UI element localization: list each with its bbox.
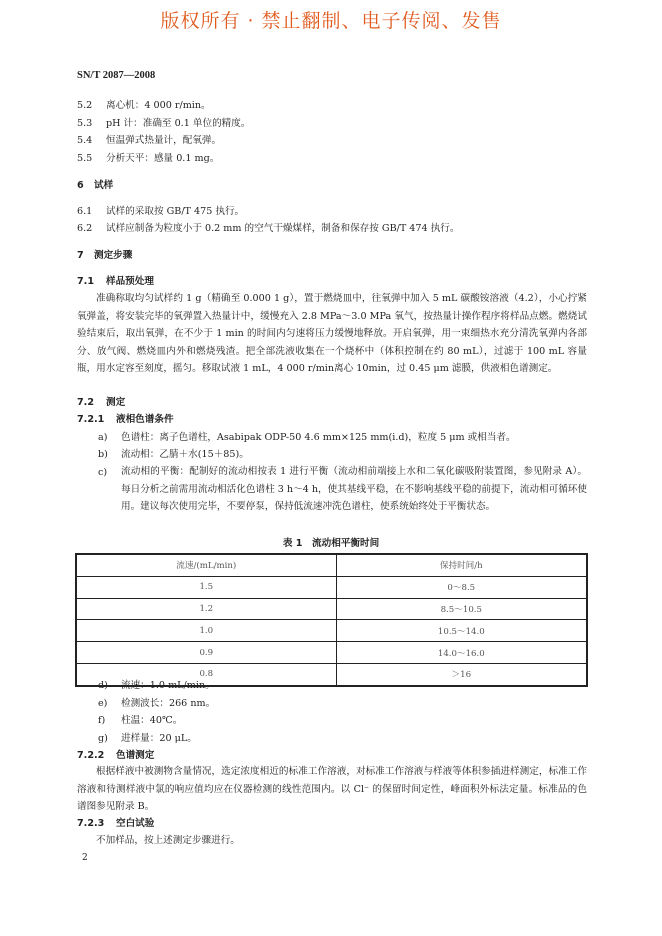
item-number: 5.2 xyxy=(77,100,93,111)
condition-d xyxy=(98,679,215,692)
list-text: 流速：1.0 mL/min。 xyxy=(121,680,215,691)
paragraph-7-2-3: 不加样品，按上述测定步骤进行。 xyxy=(96,835,240,846)
item-text: 试样应制备为粒度小于 0.2 mm 的空气干燥煤样，制备和保存按 GB/T 474 执行。 xyxy=(106,223,460,234)
table-cell: 1.5 xyxy=(76,576,336,598)
table-row xyxy=(76,642,587,664)
table-cell: 0.9 xyxy=(76,642,336,664)
table-row xyxy=(76,620,587,642)
item-6-2 xyxy=(77,222,459,235)
item-number: 5.3 xyxy=(77,118,93,129)
item-number: 5.5 xyxy=(77,153,93,164)
table-row xyxy=(76,598,587,620)
list-text: 色谱柱：离子色谱柱，Asabipak ODP-50 4.6 mm×125 mm(i.d)，粒度 5 μm 或相当者。 xyxy=(121,432,516,443)
section-number: 7.2.2 xyxy=(77,750,105,761)
table-cell: 0～8.5 xyxy=(336,576,587,598)
column-header: 保持时间/h xyxy=(336,554,587,576)
page-number: 2 xyxy=(82,853,88,863)
condition-f xyxy=(98,714,182,727)
condition-b xyxy=(98,448,249,461)
flow-rate-equilibrium-table xyxy=(75,553,588,687)
list-marker: b) xyxy=(98,449,108,460)
table-cell: 0.8 xyxy=(76,663,336,685)
item-number: 6.1 xyxy=(77,206,93,217)
section-7-2-heading xyxy=(77,396,125,409)
section-title: 测定步骤 xyxy=(94,250,133,261)
section-number: 7.2.3 xyxy=(77,818,105,829)
paragraph-7-2-2: 根据样液中被测物含量情况，选定浓度相近的标准工作溶液，对标准工作溶液与样液等体积参插进样测定，标准工作溶液和待测样液中氯的响应值均应在仪器检测的线性范围内。以 Cl⁻ 的保留时间定性，峰面积外标法定量。标准品的色谱图参见附录 B。 xyxy=(77,766,587,812)
section-title: 试样 xyxy=(94,180,114,191)
section-title: 测定 xyxy=(106,397,126,408)
list-text: 流动相：乙腈＋水(15＋85)。 xyxy=(121,449,249,460)
item-5-3 xyxy=(77,117,250,130)
column-header: 流速/(mL/min) xyxy=(76,554,336,576)
section-number: 7.2 xyxy=(77,397,94,408)
list-text: 进样量：20 μL。 xyxy=(121,733,197,744)
table-cell: 10.5～14.0 xyxy=(336,620,587,642)
condition-c-text: 流动相的平衡：配制好的流动相按表 1 进行平衡（流动相前端接上水和二氧化碳吸附装置图，参见附录 A）。每日分析之前需用流动相活化色谱柱 3 h～4 h，使其基线平稳，在不影响基线平稳的前提下，流动相可循环使用。建议每次使用完毕，不要停泵，保持低流速冲洗色谱柱，使系统始终处于平衡状态。 xyxy=(121,466,587,512)
section-6-heading xyxy=(77,179,113,192)
section-title: 色谱测定 xyxy=(116,750,155,761)
list-text: 柱温：40℃。 xyxy=(121,715,183,726)
item-number: 6.2 xyxy=(77,223,93,234)
table-cell: ＞16 xyxy=(336,663,587,685)
section-7-2-3-heading xyxy=(77,817,154,830)
condition-g xyxy=(98,732,197,745)
section-number: 6 xyxy=(77,180,84,191)
paragraph-7-1: 准确称取均匀试样约 1 g（精确至 0.000 1 g），置于燃烧皿中，往氧弹中加入 5 mL 碳酸铵溶液（4.2），小心拧紧氧弹盖，将安装完毕的氧弹置入热量计中，缓慢充入 2.8 MPa～3.0 MPa 氧气，按热量计操作程序将样品点燃。燃烧试验结束后，取出氧弹，在不少于 1 min 的时间内匀速将压力缓慢地释放。开启氧弹，用一束细热水充分清洗氧弹内各部分、放气阀、燃烧皿内外和燃烧残渣。把全部洗液收集在一个烧杯中（体积控制在约 80 mL），过滤于 100 mL 容量瓶，用水定容至刻度，摇匀。移取试液 1 mL，4 000 r/min离心 10min，过 0.45 μm 滤膜，供液相色谱测定。 xyxy=(77,293,587,374)
section-7-heading xyxy=(77,249,132,262)
list-marker: d) xyxy=(98,680,108,691)
section-number: 7 xyxy=(77,250,84,261)
table-cell: 1.2 xyxy=(76,598,336,620)
section-number: 7.1 xyxy=(77,276,94,287)
section-title: 空白试验 xyxy=(116,818,155,829)
item-5-5 xyxy=(77,152,219,165)
item-text: 分析天平：感量 0.1 mg。 xyxy=(106,153,220,164)
section-7-2-1-heading xyxy=(77,413,174,426)
condition-c-marker: c) xyxy=(98,467,108,478)
table-cell: 1.0 xyxy=(76,620,336,642)
watermark-banner: 版权所有 · 禁止翻制、电子传阅、发售 xyxy=(160,10,502,32)
section-title: 液相色谱条件 xyxy=(116,414,174,425)
section-7-1-heading xyxy=(77,275,154,288)
item-text: 试样的采取按 GB/T 475 执行。 xyxy=(106,206,245,217)
item-text: 离心机：4 000 r/min。 xyxy=(106,100,211,111)
item-5-4 xyxy=(77,134,221,147)
item-text: pH 计：准确至 0.1 单位的精度。 xyxy=(106,118,251,129)
table-header-row xyxy=(76,554,587,576)
list-marker: g) xyxy=(98,733,108,744)
table-cell: 8.5～10.5 xyxy=(336,598,587,620)
section-title: 样品预处理 xyxy=(106,276,154,287)
item-5-2 xyxy=(77,99,211,112)
condition-e xyxy=(98,697,215,710)
item-text: 恒温弹式热量计，配氧弹。 xyxy=(106,135,222,146)
section-number: 7.2.1 xyxy=(77,414,105,425)
section-7-2-2-heading xyxy=(77,749,154,762)
table-1-caption: 表 1 流动相平衡时间 xyxy=(282,538,380,549)
condition-a xyxy=(98,431,516,444)
table-row xyxy=(76,576,587,598)
standard-code-header: SN/T 2087—2008 xyxy=(77,70,156,81)
table-cell: 14.0～16.0 xyxy=(336,642,587,664)
item-number: 5.4 xyxy=(77,135,93,146)
list-marker: e) xyxy=(98,698,108,709)
list-text: 检测波长：266 nm。 xyxy=(121,698,216,709)
item-6-1 xyxy=(77,205,244,218)
list-marker: a) xyxy=(98,432,108,443)
list-marker: f) xyxy=(98,715,106,726)
